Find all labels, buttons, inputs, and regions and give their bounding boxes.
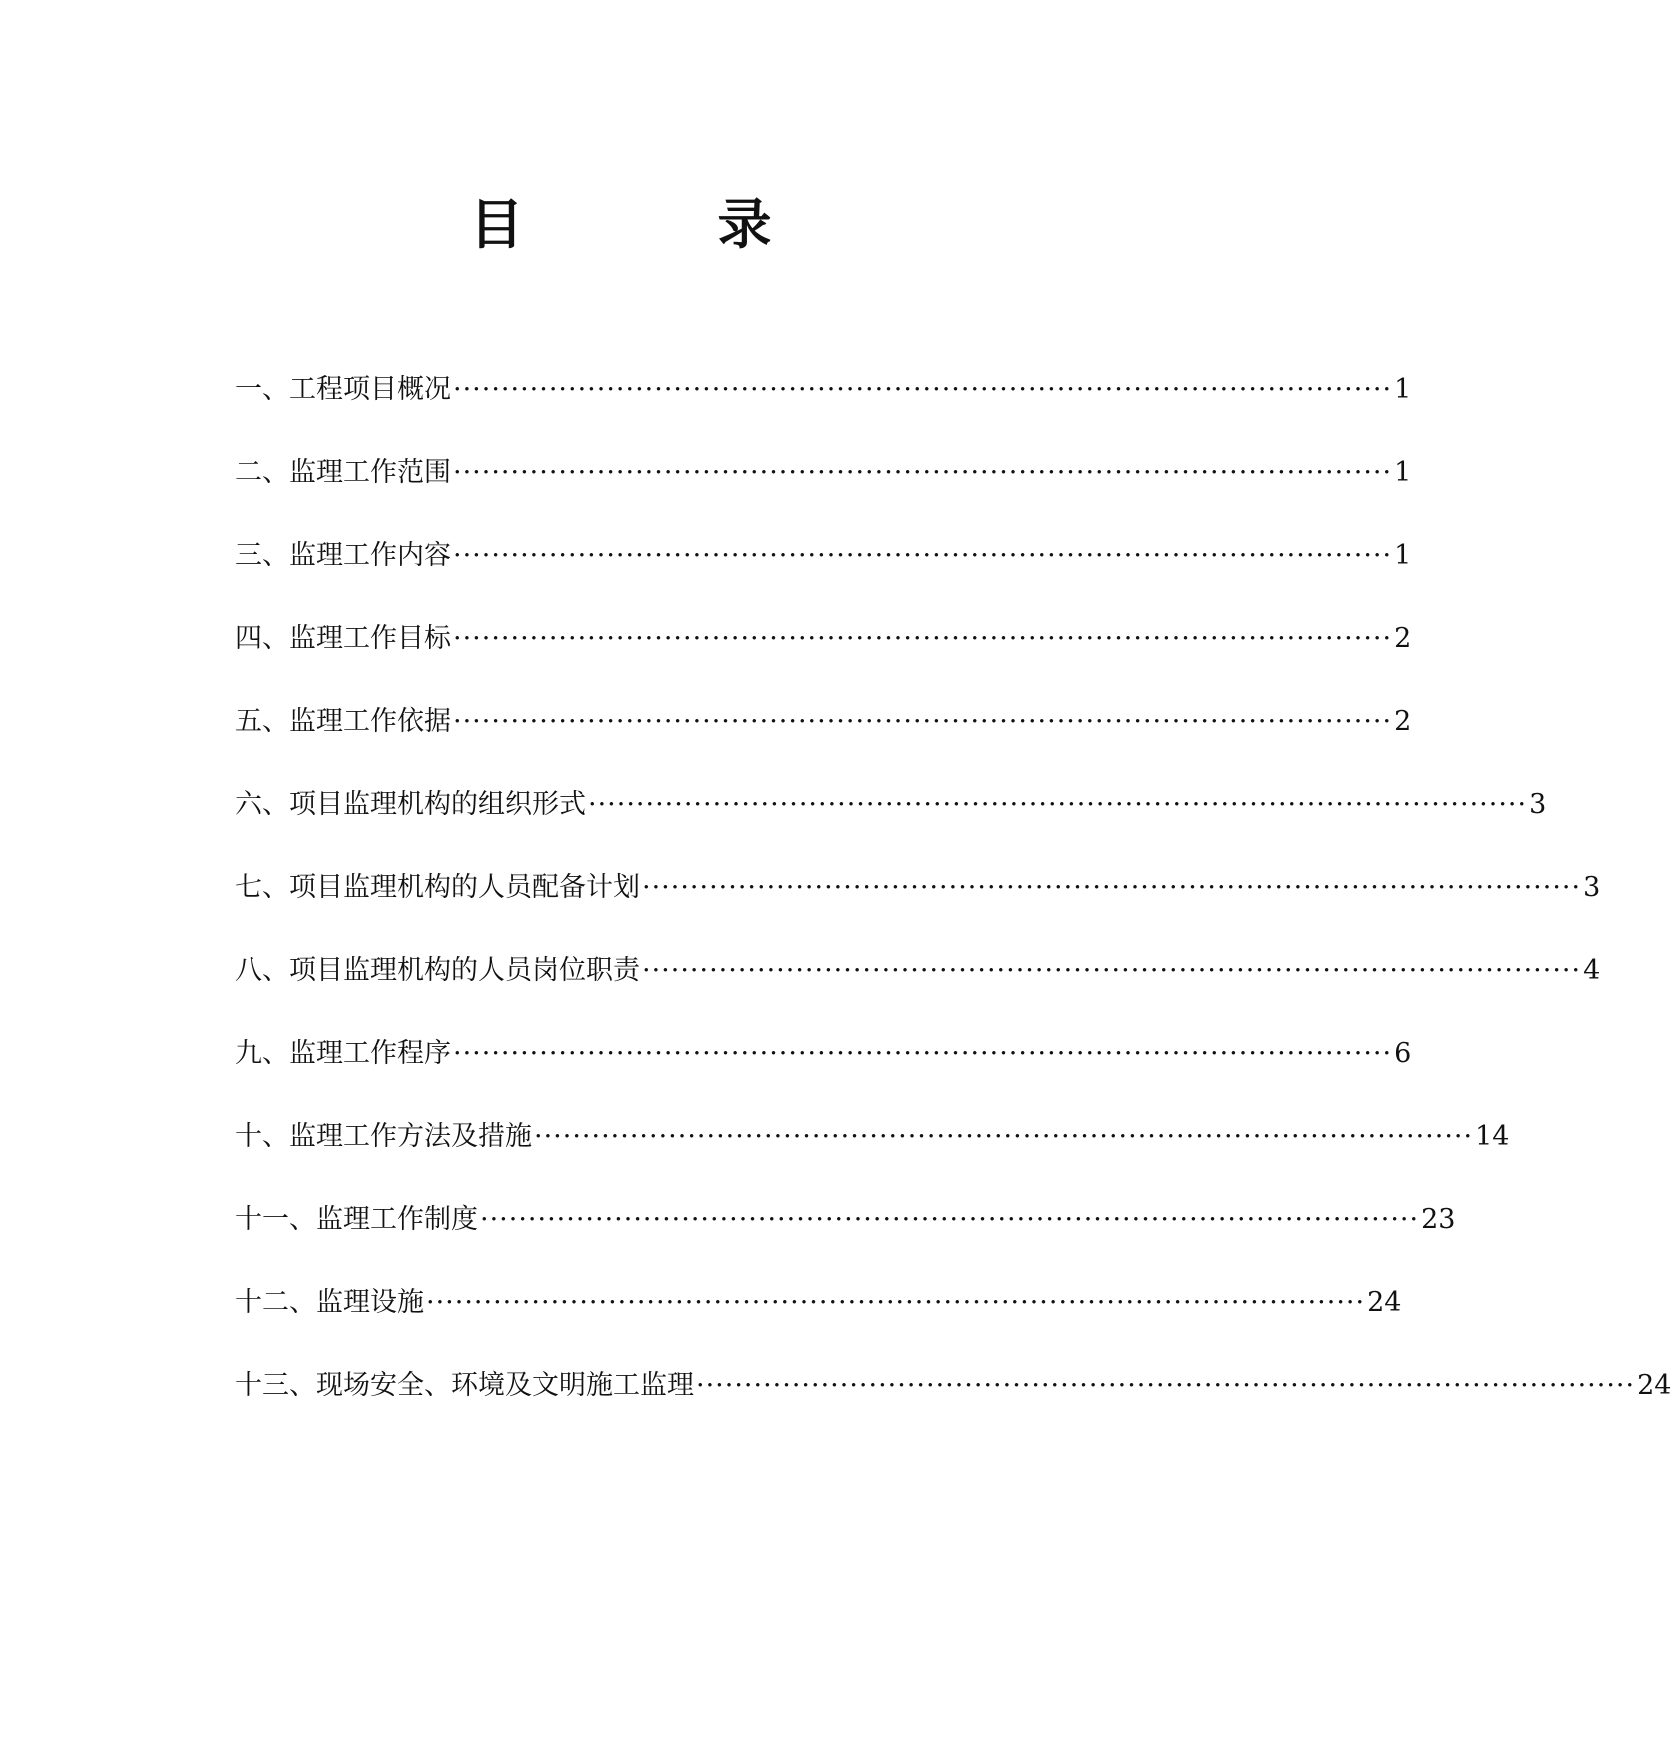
toc-entry[interactable] — [235, 1204, 1456, 1289]
toc-entry-label: 八、项目监理机构的人员岗位职责 — [235, 955, 640, 986]
toc-dot-leader: ·································································································· — [642, 872, 1582, 903]
table-of-contents — [235, 374, 1671, 1455]
toc-dot-leader: ·································································································· — [696, 1370, 1636, 1401]
toc-page-number: 1 — [1394, 374, 1412, 405]
toc-entry-label: 五、监理工作依据 — [235, 706, 451, 737]
toc-dot-leader: ·································································································· — [480, 1204, 1420, 1235]
toc-dot-leader: ·································································································· — [588, 789, 1528, 820]
toc-page-number: 6 — [1394, 1038, 1412, 1069]
toc-page-number: 3 — [1529, 789, 1547, 820]
toc-page-number: 2 — [1394, 623, 1412, 654]
toc-entry[interactable] — [235, 540, 1412, 625]
toc-dot-leader: ·································································································· — [453, 1038, 1393, 1069]
toc-entry-label: 七、项目监理机构的人员配备计划 — [235, 872, 640, 903]
toc-dot-leader: ·································································································· — [453, 623, 1393, 654]
toc-dot-leader: ·································································································· — [534, 1121, 1474, 1152]
toc-dot-leader: ·································································································· — [453, 540, 1393, 571]
toc-entry[interactable] — [235, 955, 1601, 1040]
toc-page-number: 24 — [1367, 1287, 1402, 1318]
toc-entry-label: 十一、监理工作制度 — [235, 1204, 478, 1235]
toc-entry-label: 十三、现场安全、环境及文明施工监理 — [235, 1370, 694, 1401]
toc-page-number: 24 — [1637, 1370, 1671, 1401]
toc-dot-leader: ·································································································· — [453, 706, 1393, 737]
toc-entry-label: 一、工程项目概况 — [235, 374, 451, 405]
toc-page-number: 14 — [1475, 1121, 1510, 1152]
toc-entry[interactable] — [235, 1121, 1510, 1206]
toc-entry[interactable] — [235, 789, 1547, 874]
toc-entry-label: 十二、监理设施 — [235, 1287, 424, 1318]
toc-page-number: 1 — [1394, 457, 1412, 488]
toc-entry-label: 六、项目监理机构的组织形式 — [235, 789, 586, 820]
toc-dot-leader: ·································································································· — [453, 457, 1393, 488]
toc-entry[interactable] — [235, 457, 1412, 542]
toc-page-number: 2 — [1394, 706, 1412, 737]
toc-entry[interactable] — [235, 706, 1412, 791]
toc-entry[interactable] — [235, 623, 1412, 708]
toc-page-number: 1 — [1394, 540, 1412, 571]
toc-entry-label: 九、监理工作程序 — [235, 1038, 451, 1069]
toc-page-number: 4 — [1583, 955, 1601, 986]
toc-entry-label: 十、监理工作方法及措施 — [235, 1121, 532, 1152]
toc-dot-leader: ·································································································· — [426, 1287, 1366, 1318]
toc-entry[interactable] — [235, 374, 1412, 459]
toc-entry[interactable] — [235, 1038, 1412, 1123]
toc-page-number: 3 — [1583, 872, 1601, 903]
page-title: 目 录 — [469, 193, 842, 256]
toc-page-number: 23 — [1421, 1204, 1456, 1235]
toc-entry-label: 二、监理工作范围 — [235, 457, 451, 488]
toc-entry[interactable] — [235, 872, 1601, 957]
toc-entry-label: 三、监理工作内容 — [235, 540, 451, 571]
toc-dot-leader: ·································································································· — [453, 374, 1393, 405]
toc-entry-label: 四、监理工作目标 — [235, 623, 451, 654]
toc-entry[interactable] — [235, 1287, 1402, 1372]
toc-dot-leader: ·································································································· — [642, 955, 1582, 986]
toc-entry[interactable] — [235, 1370, 1671, 1455]
